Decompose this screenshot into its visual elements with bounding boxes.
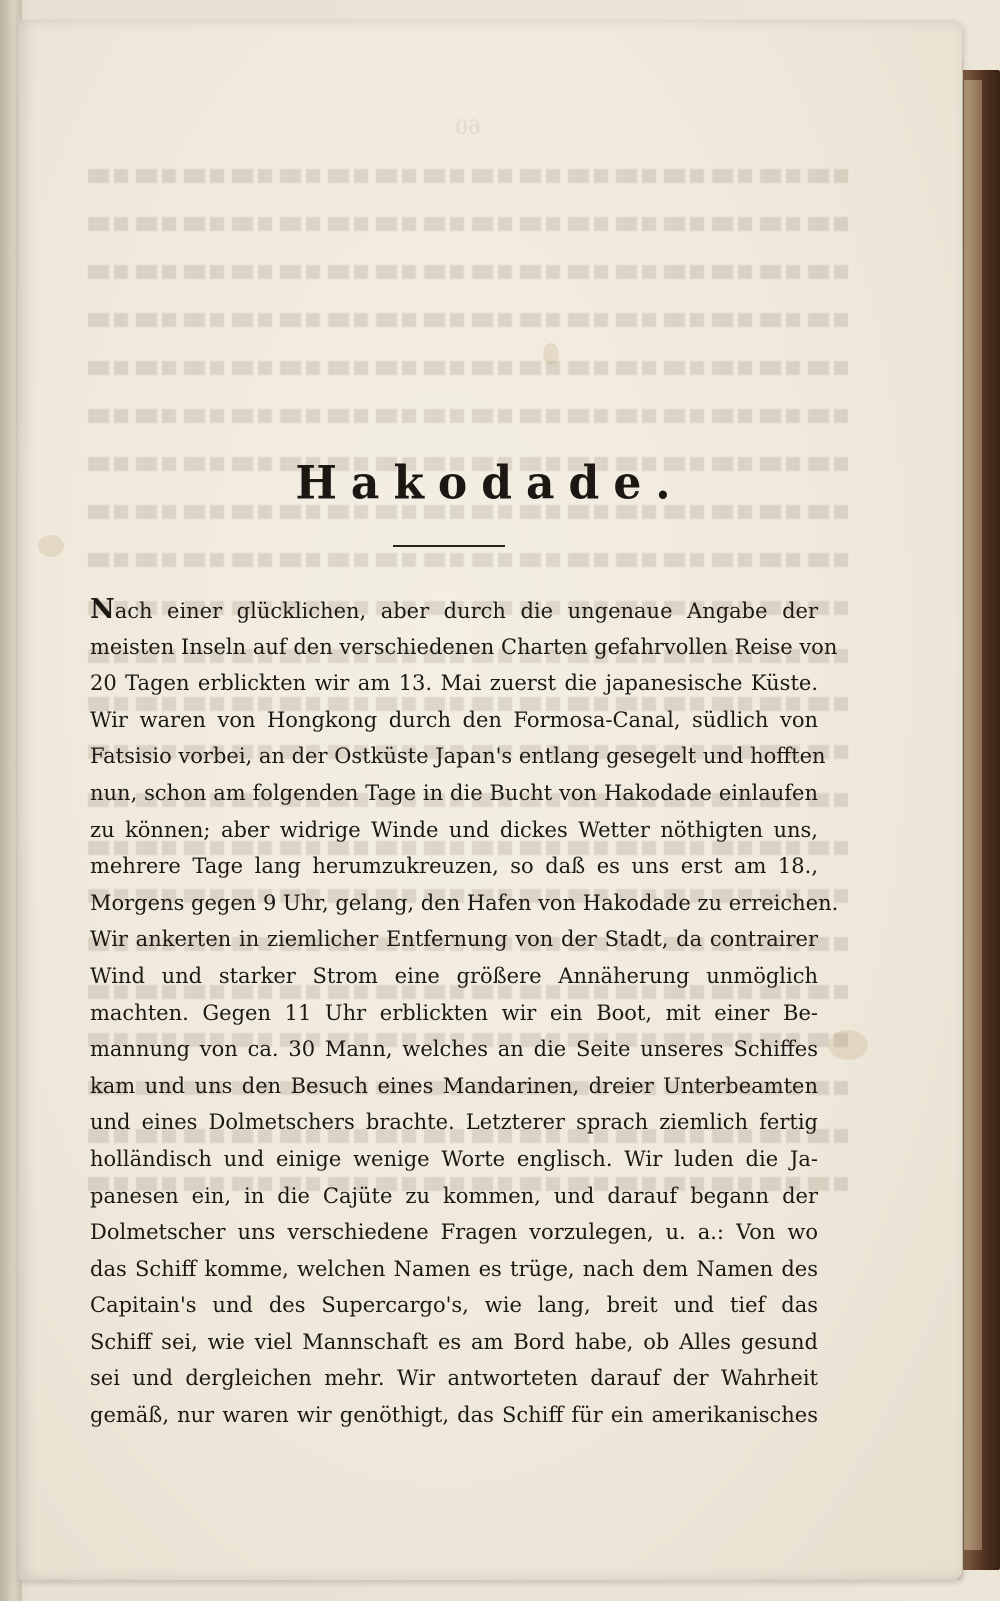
text-line: Morgens gegen 9 Uhr, gelang, den Hafen von Hakodade zu erreichen. bbox=[90, 890, 839, 915]
text-line: gemäß, nur waren wir genöthigt, das Schiff für ein amerikanisches bbox=[90, 1403, 818, 1428]
drop-initial: N bbox=[90, 594, 115, 625]
text-line: das Schiff komme, welchen Namen es trüge, nach dem Namen des bbox=[90, 1256, 818, 1281]
text-line: Wir waren von Hongkong durch den Formosa-Canal, südlich von bbox=[90, 707, 818, 732]
text-line: mehrere Tage lang herumzukreuzen, so daß es uns erst am 18., bbox=[90, 854, 818, 879]
text-line: und eines Dolmetschers brachte. Letzterer sprach ziemlich fertig bbox=[90, 1110, 818, 1135]
text-line: Dolmetscher uns verschiedene Fragen vorzulegen, u. a.: Von wo bbox=[90, 1220, 818, 1245]
bleed-page-number: 60 bbox=[455, 115, 481, 139]
body-paragraph bbox=[90, 592, 839, 1434]
text-line: Wir ankerten in ziemlicher Entfernung von der Stadt, da contrairer bbox=[90, 927, 818, 952]
text-line: nun, schon am folgenden Tage in die Bucht von Hakodade einlaufen bbox=[90, 780, 818, 805]
text-line: Fatsisio vorbei, an der Ostküste Japan's entlang gesegelt und hofften bbox=[90, 744, 826, 769]
text-line: panesen ein, in die Cajüte zu kommen, und darauf begann der bbox=[90, 1183, 818, 1208]
book-page bbox=[18, 20, 962, 1580]
text-line: holländisch und einige wenige Worte englisch. Wir luden die Ja- bbox=[90, 1146, 818, 1171]
text-line: kam und uns den Besuch eines Mandarinen, dreier Unterbeamten bbox=[90, 1073, 818, 1098]
text-line: Schiff sei, wie viel Mannschaft es am Bord habe, ob Alles gesund bbox=[90, 1329, 818, 1354]
paper-stain bbox=[38, 535, 64, 557]
text-line: mannung von ca. 30 Mann, welches an die Seite unseres Schiffes bbox=[90, 1037, 818, 1062]
text-line: meisten Inseln auf den verschiedenen Charten gefahrvollen Reise von bbox=[90, 634, 838, 659]
chapter-title: Hakodade. bbox=[295, 456, 685, 511]
text-line: machten. Gegen 11 Uhr erblickten wir ein Boot, mit einer Be- bbox=[90, 1000, 818, 1025]
paper-stain bbox=[828, 1030, 868, 1060]
text-line: Wind und starker Strom eine größere Annäherung unmöglich bbox=[90, 963, 818, 988]
text-line: Capitain's und des Supercargo's, wie lang, breit und tief das bbox=[90, 1293, 818, 1318]
text-line: 20 Tagen erblickten wir am 13. Mai zuerst die japanesische Küste. bbox=[90, 671, 818, 696]
title-underline-rule bbox=[393, 545, 505, 547]
text-line: Nach einer glücklichen, aber durch die ungenaue Angabe der bbox=[90, 594, 818, 625]
text-line: sei und dergleichen mehr. Wir antworteten darauf der Wahrheit bbox=[90, 1366, 818, 1391]
text-line: zu können; aber widrige Winde und dickes Wetter nöthigten uns, bbox=[90, 817, 818, 842]
paper-stain bbox=[543, 343, 559, 365]
book-spine-binding bbox=[964, 80, 982, 1550]
